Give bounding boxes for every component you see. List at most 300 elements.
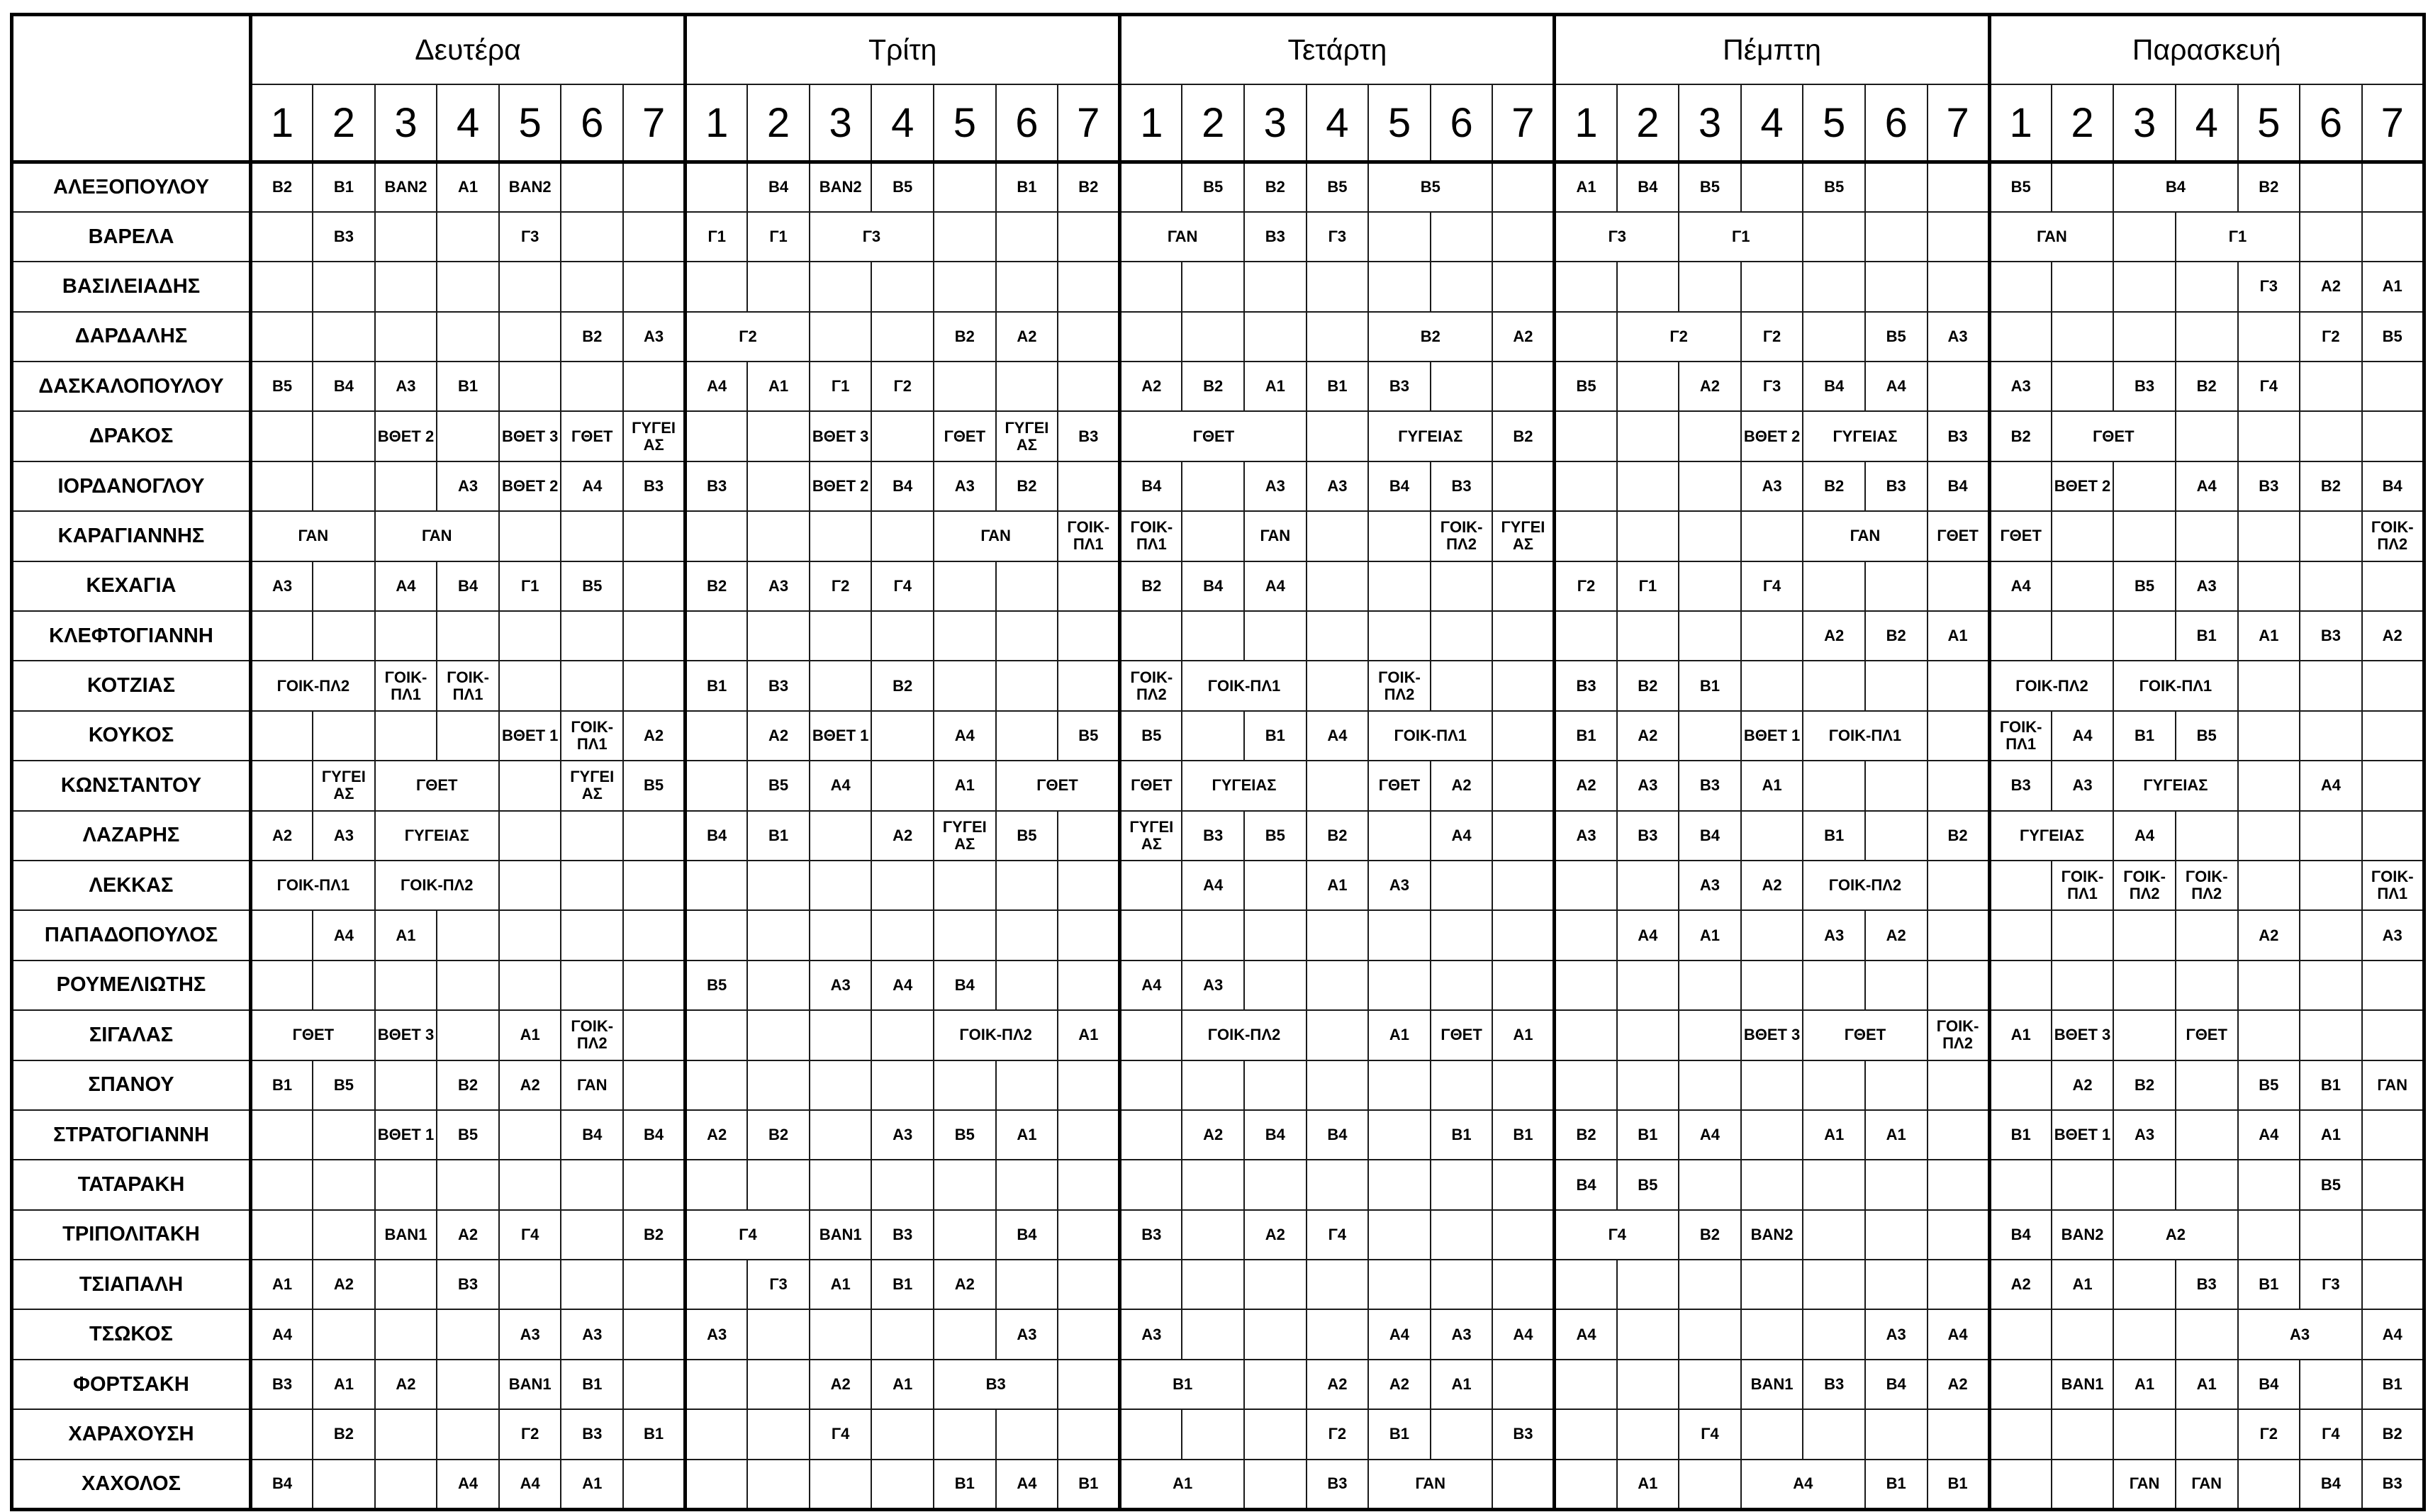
lesson-cell: [2176, 411, 2238, 461]
lesson-cell: A1: [747, 362, 810, 411]
lesson-cell: A3: [1989, 362, 2052, 411]
lesson-cell: [871, 711, 934, 761]
teacher-name: ΑΛΕΞΟΠΟΥΛΟΥ: [12, 162, 251, 212]
lesson-cell: [2113, 961, 2176, 1010]
teacher-name: ΤΣΙΑΠΑΛΗ: [12, 1260, 251, 1309]
lesson-cell: [1431, 1210, 1493, 1260]
lesson-cell: [251, 711, 313, 761]
lesson-cell: [2238, 861, 2300, 910]
lesson-cell: A4: [810, 761, 872, 810]
lesson-cell: B2: [1803, 461, 1865, 511]
lesson-cell: [2052, 1309, 2114, 1359]
teacher-name: ΣΙΓΑΛΑΣ: [12, 1010, 251, 1060]
lesson-cell: [1928, 212, 1990, 262]
lesson-cell: [2176, 312, 2238, 362]
lesson-cell: [313, 1460, 375, 1509]
lesson-cell: B4: [1803, 362, 1865, 411]
lesson-cell: A1: [996, 1110, 1058, 1160]
lesson-cell: B2: [251, 162, 313, 212]
lesson-cell: [1058, 1210, 1120, 1260]
lesson-cell: ΓΥΓΕΙ ΑΣ: [623, 411, 686, 461]
lesson-cell: [561, 961, 623, 1010]
lesson-cell: B1: [561, 1360, 623, 1409]
lesson-cell: [1182, 1060, 1244, 1110]
lesson-cell: [1368, 1160, 1431, 1209]
teacher-row: [12, 212, 2424, 262]
lesson-cell: B5: [1368, 162, 1492, 212]
lesson-cell: A1: [1928, 611, 1990, 661]
lesson-cell: [2362, 811, 2424, 861]
lesson-cell: [1617, 411, 1679, 461]
lesson-cell: A3: [934, 461, 996, 511]
lesson-cell: [1492, 761, 1555, 810]
lesson-cell: B2: [686, 561, 748, 611]
lesson-cell: B2: [2362, 1409, 2424, 1459]
lesson-cell: B3: [1617, 811, 1679, 861]
lesson-cell: A3: [1679, 861, 1741, 910]
lesson-cell: [996, 262, 1058, 311]
lesson-cell: ΓΟΙΚ- ΠΛ1: [375, 661, 437, 710]
lesson-cell: B3: [1120, 1210, 1182, 1260]
lesson-cell: [1928, 1210, 1990, 1260]
lesson-cell: [871, 511, 934, 561]
lesson-cell: B1: [996, 162, 1058, 212]
lesson-cell: Γ4: [871, 561, 934, 611]
lesson-cell: [1492, 861, 1555, 910]
lesson-cell: [2052, 1460, 2114, 1509]
teacher-name: ΚΑΡΑΓΙΑΝΝΗΣ: [12, 511, 251, 561]
lesson-cell: BAN2: [810, 162, 872, 212]
teacher-row: [12, 1060, 2424, 1110]
lesson-cell: [2113, 262, 2176, 311]
lesson-cell: [810, 262, 872, 311]
lesson-cell: [2238, 312, 2300, 362]
lesson-cell: [871, 1160, 934, 1209]
lesson-cell: [313, 411, 375, 461]
lesson-cell: A2: [747, 711, 810, 761]
teacher-row: [12, 1110, 2424, 1160]
lesson-cell: [996, 861, 1058, 910]
lesson-cell: [2176, 262, 2238, 311]
lesson-cell: B2: [996, 461, 1058, 511]
lesson-cell: A1: [2300, 1110, 2362, 1160]
lesson-cell: [1368, 1060, 1431, 1110]
lesson-cell: Γ4: [1307, 1210, 1369, 1260]
lesson-cell: Γ2: [1555, 561, 1617, 611]
lesson-cell: A4: [2362, 1309, 2424, 1359]
teacher-name: ΠΑΠΑΔΟΠΟΥΛΟΣ: [12, 910, 251, 960]
lesson-cell: A1: [871, 1360, 934, 1409]
lesson-cell: [747, 1460, 810, 1509]
lesson-cell: ΒΘΕΤ 2: [375, 411, 437, 461]
lesson-cell: [499, 961, 561, 1010]
lesson-cell: B3: [2362, 1460, 2424, 1509]
lesson-cell: [1182, 1309, 1244, 1359]
lesson-cell: Γ3: [1555, 212, 1679, 262]
lesson-cell: [375, 312, 437, 362]
lesson-cell: ΓΥΓΕΙΑΣ: [375, 811, 499, 861]
lesson-cell: [1617, 861, 1679, 910]
lesson-cell: [934, 910, 996, 960]
lesson-cell: [1555, 961, 1617, 1010]
lesson-cell: [499, 661, 561, 710]
lesson-cell: [313, 312, 375, 362]
lesson-cell: Γ3: [747, 1260, 810, 1309]
teacher-row: [12, 461, 2424, 511]
lesson-cell: B4: [1679, 811, 1741, 861]
teacher-row: [12, 861, 2424, 910]
lesson-cell: A2: [934, 1260, 996, 1309]
lesson-cell: [2238, 961, 2300, 1010]
lesson-cell: [1865, 1060, 1928, 1110]
lesson-cell: A1: [1431, 1360, 1493, 1409]
lesson-cell: [1803, 1409, 1865, 1459]
teacher-name: ΧΑΡΑΧΟΥΣΗ: [12, 1409, 251, 1459]
lesson-cell: Γ4: [1555, 1210, 1679, 1260]
lesson-cell: ΓΟΙΚ- ΠΛ2: [2362, 511, 2424, 561]
lesson-cell: [1182, 711, 1244, 761]
lesson-cell: [747, 1309, 810, 1359]
lesson-cell: [1120, 861, 1182, 910]
lesson-cell: [2300, 861, 2362, 910]
lesson-cell: [1431, 1060, 1493, 1110]
lesson-cell: B4: [1307, 1110, 1369, 1160]
lesson-cell: [1741, 1260, 1803, 1309]
lesson-cell: [2176, 811, 2238, 861]
lesson-cell: [2113, 1160, 2176, 1209]
lesson-cell: A3: [437, 461, 499, 511]
lesson-cell: [2052, 262, 2114, 311]
lesson-cell: B4: [1368, 461, 1431, 511]
lesson-cell: ΓΑΝ: [561, 1060, 623, 1110]
lesson-cell: A1: [2362, 262, 2424, 311]
teacher-row: [12, 910, 2424, 960]
lesson-cell: [623, 1160, 686, 1209]
lesson-cell: [313, 1110, 375, 1160]
lesson-cell: [810, 1060, 872, 1110]
period-header: 5: [934, 84, 996, 162]
lesson-cell: ΓΘΕΤ: [934, 411, 996, 461]
period-header: 5: [1803, 84, 1865, 162]
lesson-cell: ΓΘΕΤ: [1803, 1010, 1927, 1060]
lesson-cell: A4: [1120, 961, 1182, 1010]
lesson-cell: [1803, 661, 1865, 710]
lesson-cell: A4: [313, 910, 375, 960]
lesson-cell: [437, 1409, 499, 1459]
lesson-cell: [686, 411, 748, 461]
lesson-cell: ΓΟΙΚ- ΠΛ2: [2113, 861, 2176, 910]
lesson-cell: [686, 162, 748, 212]
lesson-cell: ΓΘΕΤ: [1368, 761, 1431, 810]
lesson-cell: [2300, 661, 2362, 710]
lesson-cell: [1741, 961, 1803, 1010]
lesson-cell: B5: [1803, 162, 1865, 212]
lesson-cell: [2300, 910, 2362, 960]
lesson-cell: B5: [934, 1110, 996, 1160]
lesson-cell: [251, 611, 313, 661]
lesson-cell: [996, 212, 1058, 262]
lesson-cell: [1617, 511, 1679, 561]
lesson-cell: [561, 861, 623, 910]
lesson-cell: [1120, 312, 1182, 362]
lesson-cell: B2: [1555, 1110, 1617, 1160]
lesson-cell: [1679, 611, 1741, 661]
lesson-cell: B1: [1244, 711, 1307, 761]
lesson-cell: [2113, 511, 2176, 561]
teacher-row: [12, 761, 2424, 810]
lesson-cell: [313, 1160, 375, 1209]
lesson-cell: A1: [1679, 910, 1741, 960]
lesson-cell: [686, 262, 748, 311]
lesson-cell: [1492, 262, 1555, 311]
period-header: 7: [2362, 84, 2424, 162]
lesson-cell: B3: [2113, 362, 2176, 411]
lesson-cell: [1865, 961, 1928, 1010]
lesson-cell: Γ2: [686, 312, 810, 362]
lesson-cell: [747, 1409, 810, 1459]
teacher-name: ΚΟΤΖΙΑΣ: [12, 661, 251, 710]
lesson-cell: B2: [2113, 1060, 2176, 1110]
lesson-cell: B5: [1555, 362, 1617, 411]
teacher-row: [12, 611, 2424, 661]
lesson-cell: [1492, 362, 1555, 411]
lesson-cell: [375, 611, 437, 661]
lesson-cell: B3: [1307, 1460, 1369, 1509]
lesson-cell: B1: [1803, 811, 1865, 861]
lesson-cell: [1058, 1409, 1120, 1459]
lesson-cell: [871, 1460, 934, 1509]
lesson-cell: Γ4: [686, 1210, 810, 1260]
day-header: Τετάρτη: [1120, 15, 1555, 85]
lesson-cell: ΓΘΕΤ: [561, 411, 623, 461]
period-header: 4: [437, 84, 499, 162]
lesson-cell: [2052, 312, 2114, 362]
lesson-cell: ΓΘΕΤ: [375, 761, 499, 810]
lesson-cell: A4: [2176, 461, 2238, 511]
lesson-cell: A1: [2176, 1360, 2238, 1409]
teacher-row: [12, 1460, 2424, 1509]
lesson-cell: [1555, 1409, 1617, 1459]
lesson-cell: B3: [871, 1210, 934, 1260]
period-header: 3: [2113, 84, 2176, 162]
lesson-cell: B1: [623, 1409, 686, 1459]
lesson-cell: A3: [2362, 910, 2424, 960]
lesson-cell: [1368, 910, 1431, 960]
lesson-cell: [375, 262, 437, 311]
lesson-cell: Γ1: [2176, 212, 2300, 262]
lesson-cell: [2300, 162, 2362, 212]
lesson-cell: A2: [686, 1110, 748, 1160]
lesson-cell: ΓΥΓΕΙ ΑΣ: [313, 761, 375, 810]
lesson-cell: A4: [2238, 1110, 2300, 1160]
lesson-cell: B1: [686, 661, 748, 710]
lesson-cell: [1679, 262, 1741, 311]
lesson-cell: B2: [1865, 611, 1928, 661]
lesson-cell: [623, 861, 686, 910]
lesson-cell: [747, 1010, 810, 1060]
lesson-cell: [2362, 961, 2424, 1010]
lesson-cell: [1617, 1309, 1679, 1359]
lesson-cell: [1058, 1110, 1120, 1160]
lesson-cell: [1307, 1160, 1369, 1209]
lesson-cell: B1: [251, 1060, 313, 1110]
lesson-cell: B3: [1928, 411, 1990, 461]
lesson-cell: A2: [1431, 761, 1493, 810]
lesson-cell: A1: [2052, 1260, 2114, 1309]
lesson-cell: [871, 1409, 934, 1459]
lesson-cell: [1617, 1409, 1679, 1459]
lesson-cell: [1741, 661, 1803, 710]
lesson-cell: ΓΑΝ: [1989, 212, 2113, 262]
lesson-cell: A1: [375, 910, 437, 960]
lesson-cell: [996, 561, 1058, 611]
lesson-cell: [1431, 262, 1493, 311]
period-header: 1: [251, 84, 313, 162]
lesson-cell: [1492, 461, 1555, 511]
lesson-cell: [1741, 1409, 1803, 1459]
day-header: Παρασκευή: [1989, 15, 2424, 85]
lesson-cell: [561, 162, 623, 212]
lesson-cell: ΒΘΕΤ 1: [1741, 711, 1803, 761]
lesson-cell: [2113, 1309, 2176, 1359]
lesson-cell: [1120, 262, 1182, 311]
lesson-cell: [623, 362, 686, 411]
lesson-cell: [2176, 910, 2238, 960]
lesson-cell: ΓΟΙΚ- ΠΛ1: [1058, 511, 1120, 561]
lesson-cell: A3: [251, 561, 313, 611]
lesson-cell: [1928, 861, 1990, 910]
lesson-cell: A2: [2238, 910, 2300, 960]
lesson-cell: [1928, 761, 1990, 810]
lesson-cell: [2052, 910, 2114, 960]
lesson-cell: ΓΑΝ: [1244, 511, 1307, 561]
lesson-cell: [1865, 761, 1928, 810]
lesson-cell: [1555, 511, 1617, 561]
lesson-cell: [1307, 611, 1369, 661]
lesson-cell: [1431, 212, 1493, 262]
teacher-row: [12, 1360, 2424, 1409]
lesson-cell: ΓΥΓΕΙΑΣ: [1368, 411, 1492, 461]
lesson-cell: A2: [1679, 362, 1741, 411]
lesson-cell: BAN2: [375, 162, 437, 212]
lesson-cell: [1492, 561, 1555, 611]
lesson-cell: A2: [1803, 611, 1865, 661]
lesson-cell: [251, 312, 313, 362]
lesson-cell: [1928, 910, 1990, 960]
lesson-cell: [1431, 611, 1493, 661]
lesson-cell: [2362, 1110, 2424, 1160]
lesson-cell: B5: [1617, 1160, 1679, 1209]
lesson-cell: ΓΟΙΚ- ΠΛ1: [2052, 861, 2114, 910]
lesson-cell: B4: [1244, 1110, 1307, 1160]
lesson-cell: [251, 461, 313, 511]
lesson-cell: [1307, 312, 1369, 362]
lesson-cell: B3: [1431, 461, 1493, 511]
lesson-cell: [1244, 1160, 1307, 1209]
lesson-cell: Γ3: [1741, 362, 1803, 411]
lesson-cell: [1803, 561, 1865, 611]
lesson-cell: [871, 262, 934, 311]
period-header: 3: [810, 84, 872, 162]
lesson-cell: B2: [2176, 362, 2238, 411]
lesson-cell: B2: [1120, 561, 1182, 611]
lesson-cell: [375, 1309, 437, 1359]
lesson-cell: [1058, 811, 1120, 861]
lesson-cell: [1741, 162, 1803, 212]
lesson-cell: [1307, 561, 1369, 611]
lesson-cell: [1244, 1309, 1307, 1359]
lesson-cell: A4: [1492, 1309, 1555, 1359]
lesson-cell: [1120, 162, 1182, 212]
lesson-cell: [375, 1260, 437, 1309]
lesson-cell: ΓΟΙΚ-ΠΛ2: [934, 1010, 1058, 1060]
lesson-cell: B4: [251, 1460, 313, 1509]
period-header: 1: [1989, 84, 2052, 162]
lesson-cell: [1928, 561, 1990, 611]
teacher-name: ΚΟΥΚΟΣ: [12, 711, 251, 761]
lesson-cell: B2: [2238, 162, 2300, 212]
lesson-cell: [1617, 1010, 1679, 1060]
lesson-cell: [1307, 1060, 1369, 1110]
lesson-cell: [1555, 611, 1617, 661]
lesson-cell: Γ3: [499, 212, 561, 262]
lesson-cell: [1492, 1210, 1555, 1260]
lesson-cell: B3: [437, 1260, 499, 1309]
lesson-cell: [499, 861, 561, 910]
lesson-cell: A1: [1120, 1460, 1244, 1509]
lesson-cell: [1865, 1409, 1928, 1459]
lesson-cell: A3: [1182, 961, 1244, 1010]
lesson-cell: [2238, 561, 2300, 611]
lesson-cell: A2: [2052, 1060, 2114, 1110]
lesson-cell: ΓΑΝ: [375, 511, 499, 561]
lesson-cell: B4: [1989, 1210, 2052, 1260]
lesson-cell: ΓΑΝ: [934, 511, 1058, 561]
lesson-cell: BAN1: [1741, 1360, 1803, 1409]
lesson-cell: A3: [1120, 1309, 1182, 1359]
lesson-cell: [1244, 1060, 1307, 1110]
lesson-cell: [1307, 262, 1369, 311]
lesson-cell: [2176, 1309, 2238, 1359]
period-header: 7: [1492, 84, 1555, 162]
lesson-cell: [561, 1260, 623, 1309]
lesson-cell: ΓΥΓΕΙ ΑΣ: [561, 761, 623, 810]
lesson-cell: A4: [2300, 761, 2362, 810]
lesson-cell: B1: [1555, 711, 1617, 761]
lesson-cell: [2238, 1010, 2300, 1060]
lesson-cell: [871, 910, 934, 960]
lesson-cell: ΓΑΝ: [1120, 212, 1244, 262]
lesson-cell: A4: [561, 461, 623, 511]
lesson-cell: ΒΘΕΤ 2: [810, 461, 872, 511]
lesson-cell: [1058, 461, 1120, 511]
period-header: 6: [1431, 84, 1493, 162]
lesson-cell: B2: [1492, 411, 1555, 461]
lesson-cell: [686, 1360, 748, 1409]
lesson-cell: [1989, 861, 2052, 910]
lesson-cell: ΓΟΙΚ- ΠΛ1: [561, 711, 623, 761]
lesson-cell: [1244, 961, 1307, 1010]
lesson-cell: [375, 1460, 437, 1509]
lesson-cell: B2: [2300, 461, 2362, 511]
lesson-cell: [1679, 1460, 1741, 1509]
lesson-cell: A2: [2362, 611, 2424, 661]
lesson-cell: A4: [1865, 362, 1928, 411]
period-header: 7: [623, 84, 686, 162]
lesson-cell: [1058, 661, 1120, 710]
lesson-cell: [561, 1210, 623, 1260]
lesson-cell: [2300, 961, 2362, 1010]
